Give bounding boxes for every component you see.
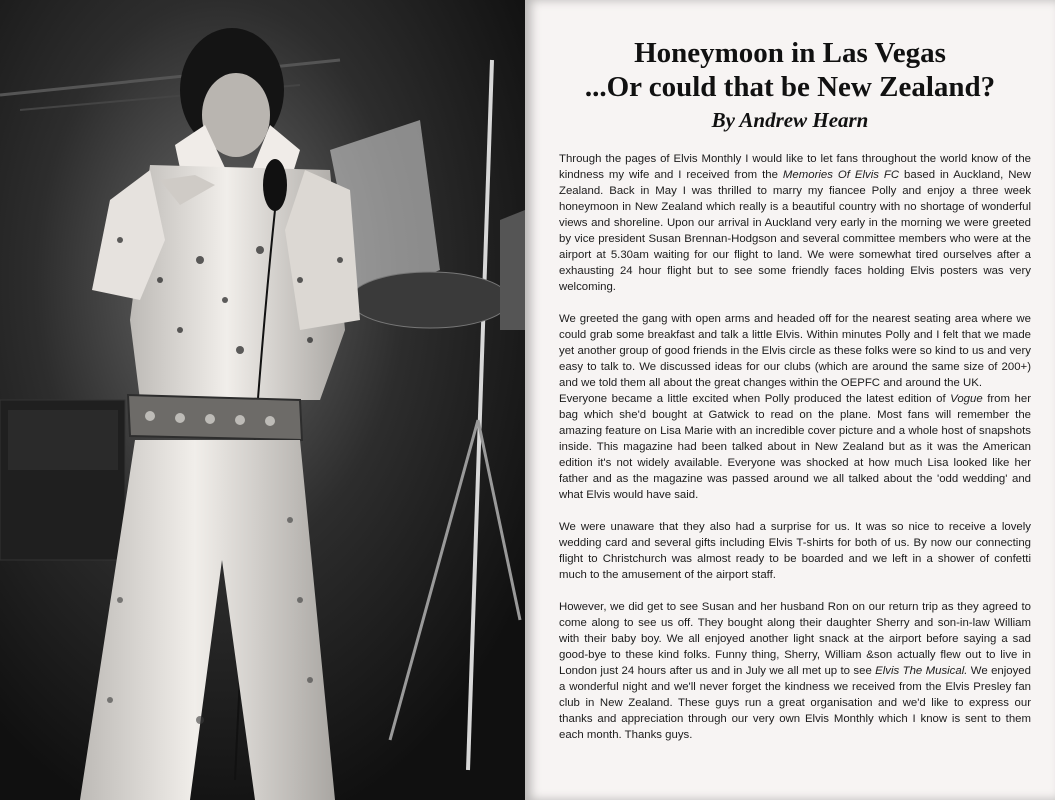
paragraph-text: We enjoyed a wonderful night and we'll never forget the kindness we received from the Elvis Presley fan club in New Zealand. These guys run a great organisation and we'd like to express our thanks and appreciation through our very own Elvis Monthly which I know is sent to them each month. Thanks guys. bbox=[559, 665, 1031, 741]
paragraph-text: We were unaware that they also had a surprise for us. It was so nice to receive a lovely wedding card and several gifts including Elvis T-shirts for both of us. By now our connecting flight to Christchurch was almost ready to be boarded and we left in a shower of confetti much to the amusement of the airport staff. bbox=[559, 521, 1031, 581]
article-paragraph bbox=[559, 519, 1031, 583]
headline-line-1: Honeymoon in Las Vegas bbox=[634, 37, 946, 69]
italic-title: Vogue bbox=[950, 393, 983, 405]
article-paragraph bbox=[559, 311, 1031, 391]
article-paragraph bbox=[559, 599, 1031, 743]
paragraph-text: Through the pages of Elvis Monthly I would like to let fans throughout the world know of the kindness my wife and I received from the bbox=[559, 153, 1031, 181]
italic-title: Memories Of Elvis FC bbox=[782, 169, 900, 181]
article-paragraph bbox=[559, 151, 1031, 295]
paragraph-text: We greeted the gang with open arms and headed off for the nearest seating area where we could grab some breakfast and talk a little Elvis. Within minutes Polly and I felt that we made yet another group of good friends in the Elvis circle as these folks were so kind to us and very easy to talk to. We discussed ideas for our clubs (which are around the same size of 200+) and we told them all about the great changes within the OEPFC and around the UK. bbox=[559, 313, 1031, 389]
paragraph-text: However, we did get to see Susan and her husband Ron on our return trip as they agreed to come along to see us off. They bought along their daughter Sherry and son-in-law William with their baby boy. We all enjoyed another light snack at the airport before saying a sad good-bye to these kind folks. Funny thing, Sherry, William &son actually flew out to live in London just 24 hours after us and in July we all met up to see bbox=[559, 601, 1031, 677]
paragraph-text: from her bag which she'd bought at Gatwick to read on the plane. Most fans will remember the amazing feature on Lisa Marie with an incredible cover picture and a whole host of snapshots inside. This magazine had been talked about in New Zealand but as it was the American edition it's not widely available. Everyone was shocked at how much Lisa looked like her father and as the magazine was passed around we all talked about the 'odd wedding' and what Elvis would have said. bbox=[559, 393, 1031, 501]
performer-photo-illustration bbox=[0, 0, 525, 800]
paragraph-text: based in Auckland, New Zealand. Back in May I was thrilled to marry my fiancee Polly and enjoy a three week honeymoon in New Zealand which really is a beautiful country with no shortage of wonderful views and shoreline. Upon our arrival in Auckland very early in the morning we were greeted by vice president Susan Brennan-Hodgson and several committee members who were at the airport at 5.30am waiting for our flight to land. We were somewhat tired ourselves after a exhausting 24 hour flight but to see some friendly faces holding Elvis posters was very welcoming. bbox=[559, 169, 1031, 293]
paragraph-text: Everyone became a little excited when Polly produced the latest edition of bbox=[559, 393, 951, 405]
performer-photo bbox=[0, 0, 525, 800]
byline: By Andrew Hearn bbox=[711, 108, 869, 132]
italic-title: Elvis The Musical. bbox=[875, 665, 968, 677]
article-body bbox=[559, 151, 1031, 759]
headline-line-2: ...Or could that be New Zealand? bbox=[584, 71, 996, 103]
article-paragraph bbox=[559, 391, 1031, 503]
article-page bbox=[525, 0, 1055, 800]
